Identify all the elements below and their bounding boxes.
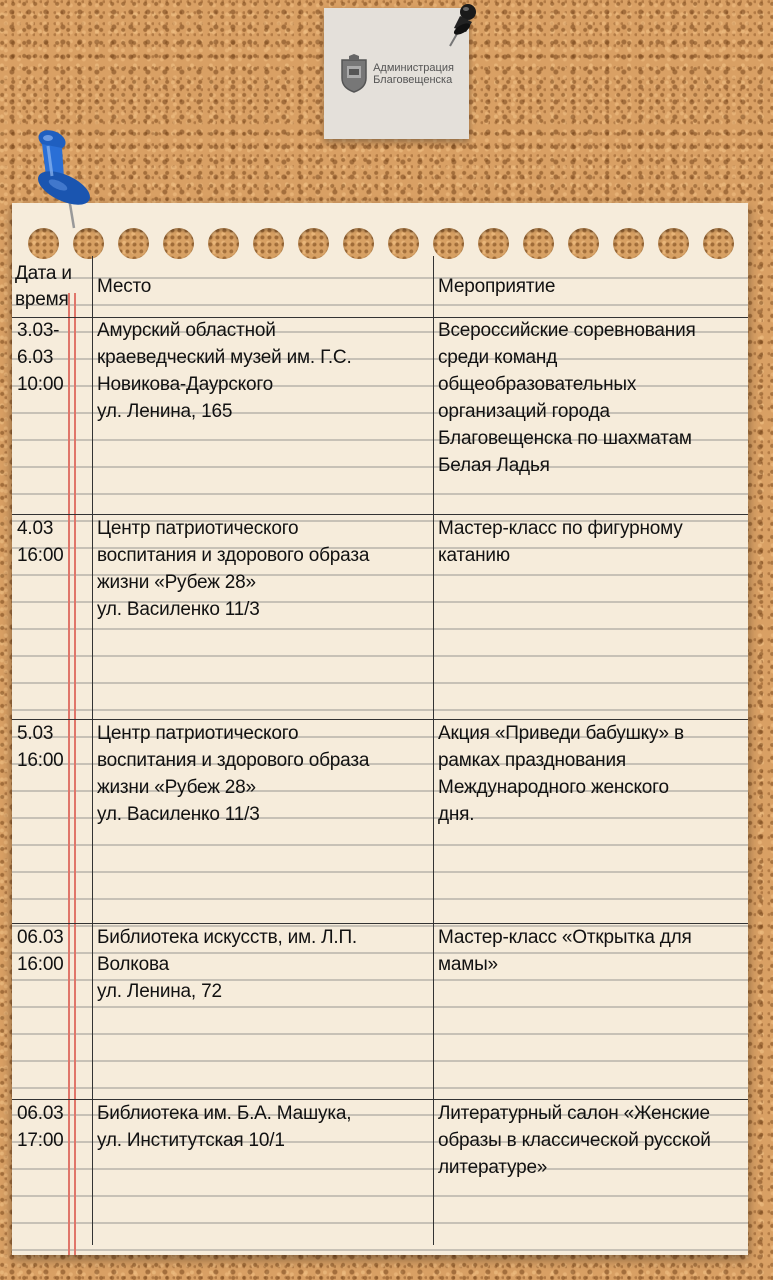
black-pushpin-icon	[446, 2, 482, 48]
margin-line	[74, 293, 76, 1255]
row-1-place: Амурский областной краеведческий музей им. Г.С. Новикова-Даурского ул. Ленина, 165	[97, 320, 352, 422]
margin-line	[68, 293, 70, 1255]
coat-of-arms-icon	[339, 54, 369, 94]
row-4-event: Мастер-класс «Открытка для мамы»	[438, 927, 692, 975]
header-place: Место	[97, 276, 152, 297]
row-3-event: Акция «Приведи бабушку» в рамках празднования Международного женского дня.	[438, 723, 684, 825]
punch-hole	[568, 228, 599, 259]
punch-hole	[433, 228, 464, 259]
row-5-event: Литературный салон «Женские образы в классической русской литературе»	[438, 1103, 711, 1178]
punch-hole	[478, 228, 509, 259]
column-divider	[433, 256, 434, 1245]
punch-hole	[28, 228, 59, 259]
punch-hole	[118, 228, 149, 259]
row-3-place: Центр патриотического воспитания и здорового образа жизни «Рубеж 28» ул. Василенко 11/3	[97, 723, 370, 825]
perforation-strip	[12, 203, 748, 259]
row-4-date: 06.03 16:00	[17, 927, 64, 975]
paper-sheet	[12, 203, 748, 1255]
punch-hole	[703, 228, 734, 259]
logo-line-2: Благовещенска	[373, 73, 453, 86]
blue-pushpin-icon	[28, 130, 98, 230]
row-5-date: 06.03 17:00	[17, 1103, 64, 1151]
punch-hole	[613, 228, 644, 259]
row-1-event: Всероссийские соревнования среди команд общеобразовательных организаций города Благовещенска по шахматам Белая Ладья	[438, 320, 696, 476]
punch-hole	[253, 228, 284, 259]
row-1-date: 3.03- 6.03 10:00	[17, 320, 64, 395]
row-2-event: Мастер-класс по фигурному катанию	[438, 518, 683, 566]
row-3-date: 5.03 16:00	[17, 723, 64, 771]
header-date: Дата и время	[15, 263, 72, 310]
punch-hole	[163, 228, 194, 259]
logo-line-1: Администрация	[373, 61, 454, 74]
row-4-place: Библиотека искусств, им. Л.П. Волкова ул. Ленина, 72	[97, 927, 357, 1002]
row-2-place: Центр патриотического воспитания и здорового образа жизни «Рубеж 28» ул. Василенко 11/3	[97, 518, 370, 620]
column-divider	[92, 256, 93, 1245]
punch-hole	[298, 228, 329, 259]
row-2-date: 4.03 16:00	[17, 518, 64, 566]
header-event: Мероприятие	[438, 276, 556, 297]
punch-hole	[388, 228, 419, 259]
punch-hole	[343, 228, 374, 259]
punch-hole	[73, 228, 104, 259]
punch-hole	[208, 228, 239, 259]
punch-hole	[658, 228, 689, 259]
row-5-place: Библиотека им. Б.А. Машука, ул. Институтская 10/1	[97, 1103, 352, 1151]
punch-hole	[523, 228, 554, 259]
